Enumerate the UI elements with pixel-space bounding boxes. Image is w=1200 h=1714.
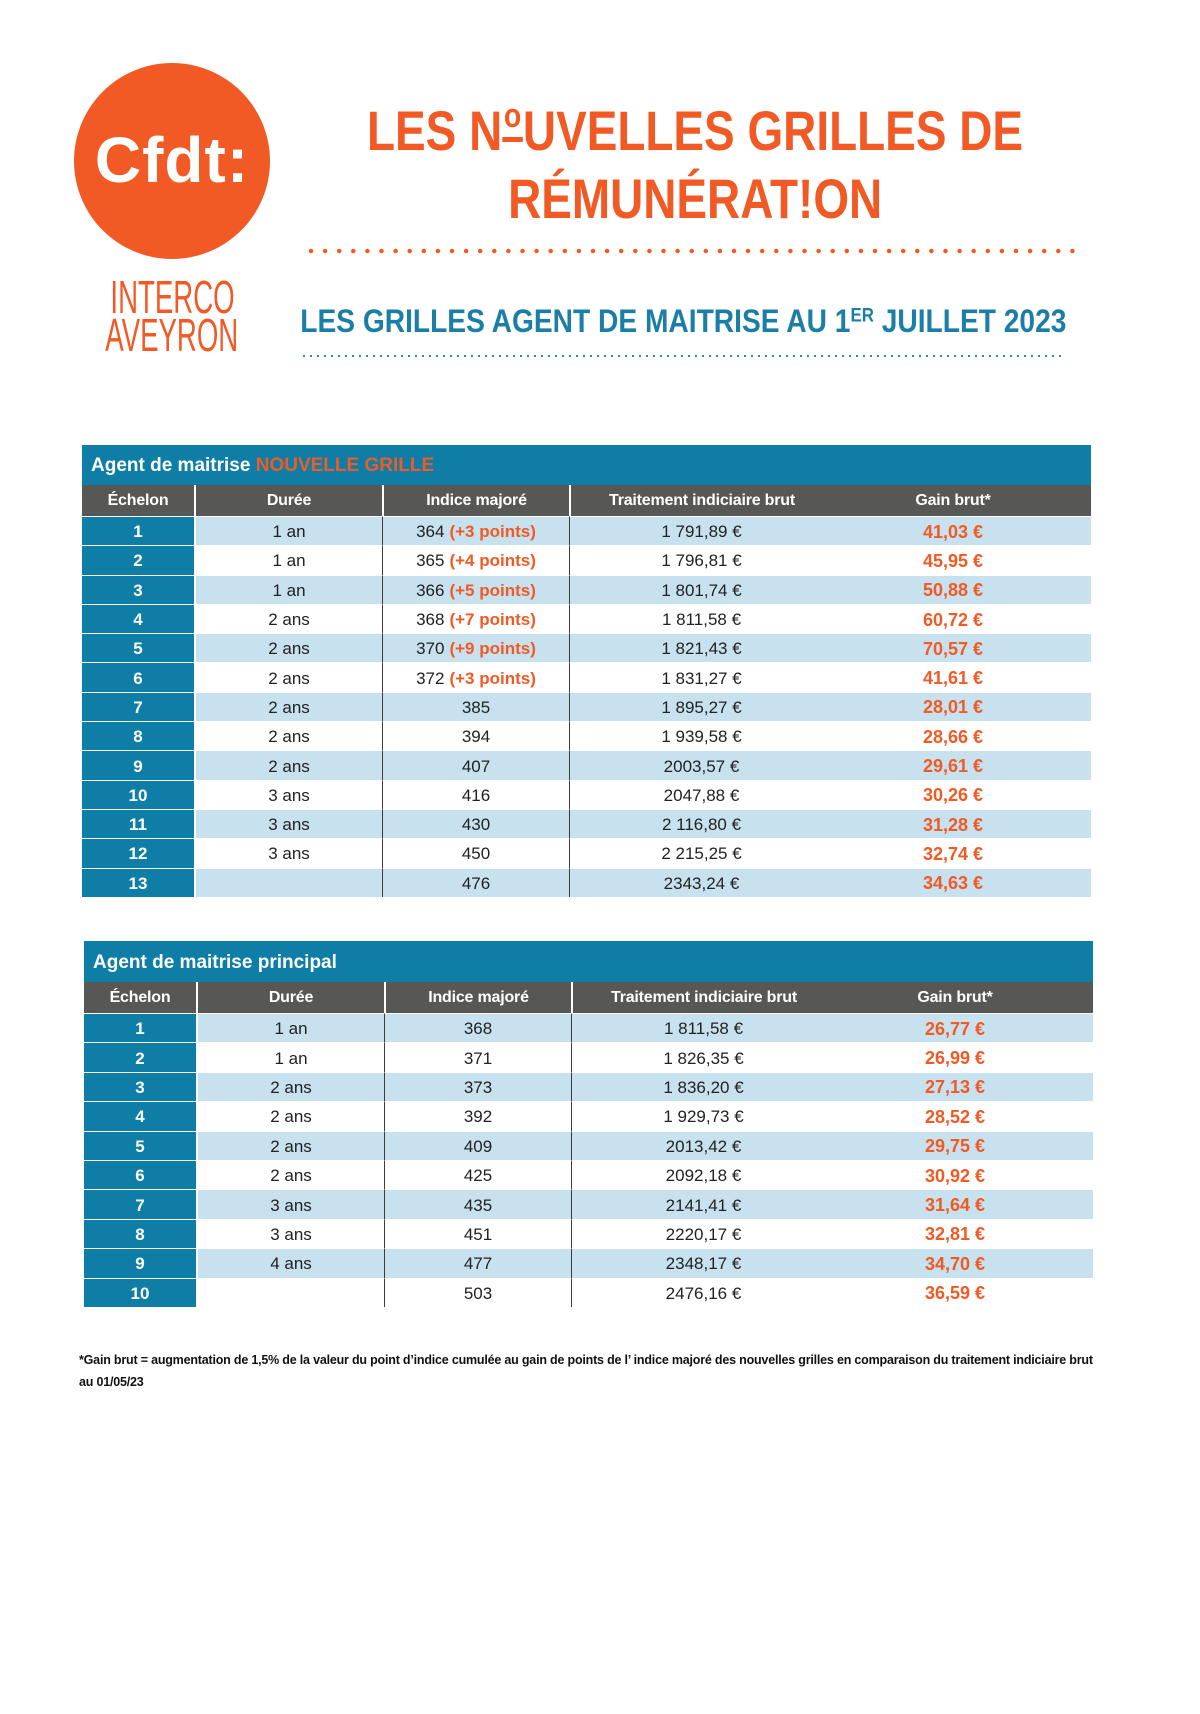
table-row <box>84 1160 1093 1189</box>
table-title: Agent de maitrise principal <box>93 951 337 973</box>
duree-cell: 1 an <box>196 1042 384 1071</box>
traitement-cell: 1 929,73 € <box>571 1101 835 1130</box>
page-title-line2 <box>240 165 1150 233</box>
column-header-indice: Indice majoré <box>384 982 571 1013</box>
gain-cell: 28,66 € <box>833 721 1091 750</box>
traitement-cell: 2141,41 € <box>571 1189 835 1218</box>
duree-cell: 3 ans <box>194 809 382 838</box>
echelon-cell: 3 <box>84 1072 196 1101</box>
duree-cell: 2 ans <box>194 633 382 662</box>
gain-cell: 36,59 € <box>835 1278 1093 1307</box>
traitement-cell: 1 895,27 € <box>569 692 833 721</box>
gain-cell: 45,95 € <box>833 545 1091 574</box>
column-header-echelon: Échelon <box>109 988 171 1006</box>
indice-cell <box>384 1072 571 1101</box>
indice-cell <box>382 662 569 691</box>
title-part-b: UVELLES GRILLES DE <box>522 99 1023 162</box>
traitement-cell: 1 811,58 € <box>569 604 833 633</box>
echelon-cell: 8 <box>84 1219 196 1248</box>
echelon-cell: 7 <box>84 1189 196 1218</box>
duree-cell: 1 an <box>194 545 382 574</box>
column-header-gain: Gain brut* <box>915 491 991 509</box>
echelon-cell: 6 <box>84 1160 196 1189</box>
gain-cell: 34,70 € <box>835 1248 1093 1277</box>
duree-cell: 2 ans <box>194 750 382 779</box>
indice-points-gain: (+9 points) <box>449 639 536 659</box>
indice-cell <box>384 1189 571 1218</box>
table-row <box>84 1013 1093 1042</box>
indice-points-gain: (+3 points) <box>449 522 536 542</box>
duree-cell: 3 ans <box>196 1219 384 1248</box>
indice-points-gain: (+7 points) <box>449 610 536 630</box>
indice-cell <box>382 633 569 662</box>
gain-cell: 31,28 € <box>833 809 1091 838</box>
indice-cell <box>382 545 569 574</box>
traitement-cell: 1 801,74 € <box>569 575 833 604</box>
table-row <box>82 692 1091 721</box>
duree-cell: 2 ans <box>196 1101 384 1130</box>
indice-value: 392 <box>463 1107 493 1127</box>
echelon-cell: 2 <box>82 545 194 574</box>
duree-cell: 2 ans <box>194 662 382 691</box>
table-title-bar <box>82 445 1091 485</box>
gain-cell: 26,99 € <box>835 1042 1093 1071</box>
gain-cell: 34,63 € <box>833 868 1091 897</box>
indice-value: 365 <box>416 551 445 571</box>
gain-cell: 41,61 € <box>833 662 1091 691</box>
echelon-cell: 10 <box>84 1278 196 1307</box>
indice-points-gain: (+5 points) <box>449 580 536 600</box>
column-header-duree: Durée <box>196 982 384 1013</box>
indice-value: 368 <box>463 1019 493 1039</box>
table-row <box>84 1072 1093 1101</box>
echelon-cell: 1 <box>82 516 194 545</box>
gain-cell: 31,64 € <box>835 1189 1093 1218</box>
indice-value: 503 <box>463 1283 493 1303</box>
table-row <box>82 545 1091 574</box>
traitement-cell: 1 791,89 € <box>569 516 833 545</box>
indice-points-gain: (+3 points) <box>449 668 536 688</box>
indice-value: 394 <box>461 727 491 747</box>
column-header-echelon: Échelon <box>107 491 169 509</box>
echelon-cell: 11 <box>82 809 194 838</box>
duree-cell: 2 ans <box>196 1072 384 1101</box>
echelon-cell: 4 <box>84 1101 196 1130</box>
footnote: *Gain brut = augmentation de 1,5% de la valeur du point d’indice cumulée au gain de points de l’ indice majoré des nouvelles grilles en comparaison du traitement indiciaire brut au 01/05/23 <box>79 1353 1093 1389</box>
table-row <box>82 838 1091 867</box>
duree-cell <box>194 868 382 897</box>
indice-cell <box>384 1248 571 1277</box>
indice-value: 430 <box>461 815 491 835</box>
column-header-traitement: Traitement indiciaire brut <box>571 982 835 1013</box>
indice-value: 385 <box>461 697 491 717</box>
indice-cell <box>382 809 569 838</box>
traitement-cell: 1 836,20 € <box>571 1072 835 1101</box>
table-header-row <box>82 485 1091 516</box>
traitement-cell: 2047,88 € <box>569 780 833 809</box>
echelon-cell: 8 <box>82 721 194 750</box>
indice-cell <box>382 838 569 867</box>
echelon-cell: 1 <box>84 1013 196 1042</box>
gain-cell: 41,03 € <box>833 516 1091 545</box>
table-row <box>82 868 1091 897</box>
duree-cell: 1 an <box>194 516 382 545</box>
title-stylized-o: o <box>502 104 523 141</box>
column-header-traitement: Traitement indiciaire brut <box>569 485 833 516</box>
echelon-cell: 5 <box>82 633 194 662</box>
echelon-cell: 9 <box>84 1248 196 1277</box>
traitement-cell: 2 215,25 € <box>569 838 833 867</box>
echelon-cell: 6 <box>82 662 194 691</box>
indice-cell <box>382 516 569 545</box>
duree-cell: 3 ans <box>194 780 382 809</box>
page-title-line2-text: RÉMUNÉRAT!ON <box>507 167 883 230</box>
gain-cell: 30,26 € <box>833 780 1091 809</box>
indice-value: 370 <box>416 639 445 659</box>
gain-cell: 70,57 € <box>833 633 1091 662</box>
indice-value: 450 <box>461 844 491 864</box>
indice-cell <box>384 1042 571 1071</box>
indice-cell <box>382 780 569 809</box>
duree-cell: 3 ans <box>194 838 382 867</box>
teal-dotted-divider <box>300 351 1068 361</box>
grid-table-nouvelle-grille <box>82 445 1091 897</box>
indice-cell <box>384 1278 571 1307</box>
gain-cell: 29,61 € <box>833 750 1091 779</box>
table-row <box>84 1131 1093 1160</box>
indice-value: 425 <box>463 1166 493 1186</box>
page-title-line1-text <box>367 97 1023 165</box>
gain-cell: 60,72 € <box>833 604 1091 633</box>
table-row <box>82 604 1091 633</box>
indice-value: 477 <box>463 1254 493 1274</box>
indice-value: 373 <box>463 1077 493 1097</box>
indice-cell <box>382 750 569 779</box>
table-row <box>82 750 1091 779</box>
indice-cell <box>382 575 569 604</box>
echelon-cell: 12 <box>82 838 194 867</box>
echelon-cell: 5 <box>84 1131 196 1160</box>
traitement-cell: 1 796,81 € <box>569 545 833 574</box>
traitement-cell: 1 821,43 € <box>569 633 833 662</box>
indice-cell <box>382 721 569 750</box>
table-body <box>84 1013 1093 1307</box>
table-row <box>82 662 1091 691</box>
union-name-line1: INTERCO <box>109 271 235 323</box>
page-title <box>240 97 1150 233</box>
duree-cell: 2 ans <box>196 1160 384 1189</box>
subtitle-part-a: LES GRILLES AGENT DE MAITRISE AU 1 <box>299 303 851 339</box>
echelon-cell: 3 <box>82 575 194 604</box>
table-row <box>84 1248 1093 1277</box>
table-row <box>82 575 1091 604</box>
table-row <box>84 1101 1093 1130</box>
duree-cell: 1 an <box>194 575 382 604</box>
table-row <box>84 1278 1093 1307</box>
traitement-cell: 2092,18 € <box>571 1160 835 1189</box>
indice-value: 372 <box>416 668 445 688</box>
duree-cell: 2 ans <box>194 721 382 750</box>
indice-value: 407 <box>461 756 491 776</box>
echelon-cell: 10 <box>82 780 194 809</box>
table-header-row <box>84 982 1093 1013</box>
indice-value: 435 <box>463 1195 493 1215</box>
duree-cell: 1 an <box>196 1013 384 1042</box>
echelon-cell: 2 <box>84 1042 196 1071</box>
table-title-bar <box>84 941 1093 982</box>
table-row <box>82 780 1091 809</box>
traitement-cell: 2 116,80 € <box>569 809 833 838</box>
traitement-cell: 1 811,58 € <box>571 1013 835 1042</box>
duree-cell: 2 ans <box>194 692 382 721</box>
gain-cell: 32,74 € <box>833 838 1091 867</box>
table-title: Agent de maitrise <box>91 455 251 476</box>
traitement-cell: 2476,16 € <box>571 1278 835 1307</box>
orange-dotted-divider <box>306 245 1080 257</box>
indice-value: 366 <box>416 580 445 600</box>
echelon-cell: 13 <box>82 868 194 897</box>
traitement-cell: 2348,17 € <box>571 1248 835 1277</box>
logo-text: Cfdt: <box>94 124 250 196</box>
indice-value: 364 <box>416 522 445 542</box>
column-header-gain: Gain brut* <box>917 988 993 1006</box>
subtitle <box>233 301 1133 341</box>
indice-cell <box>384 1219 571 1248</box>
traitement-cell: 2013,42 € <box>571 1131 835 1160</box>
indice-cell <box>384 1101 571 1130</box>
union-name-line2: AVEYRON <box>105 309 239 361</box>
table-row <box>84 1189 1093 1218</box>
echelon-cell: 9 <box>82 750 194 779</box>
duree-cell: 2 ans <box>196 1131 384 1160</box>
indice-value: 476 <box>461 873 491 893</box>
gain-cell: 29,75 € <box>835 1131 1093 1160</box>
table-row <box>84 1219 1093 1248</box>
gain-cell: 27,13 € <box>835 1072 1093 1101</box>
table-title-highlight: NOUVELLE GRILLE <box>255 455 435 476</box>
gain-cell: 32,81 € <box>835 1219 1093 1248</box>
gain-cell: 50,88 € <box>833 575 1091 604</box>
page-title-line1 <box>240 97 1150 165</box>
duree-cell <box>196 1278 384 1307</box>
column-header-indice: Indice majoré <box>382 485 569 516</box>
subtitle-superscript: ER <box>850 305 874 327</box>
indice-value: 371 <box>463 1048 493 1068</box>
traitement-cell: 1 939,58 € <box>569 721 833 750</box>
indice-value: 368 <box>416 610 445 630</box>
duree-cell: 4 ans <box>196 1248 384 1277</box>
indice-cell <box>384 1160 571 1189</box>
traitement-cell: 1 831,27 € <box>569 662 833 691</box>
indice-value: 409 <box>463 1136 493 1156</box>
indice-points-gain: (+4 points) <box>449 551 536 571</box>
duree-cell: 2 ans <box>194 604 382 633</box>
table-body <box>82 516 1091 897</box>
echelon-cell: 7 <box>82 692 194 721</box>
table-row <box>84 1042 1093 1071</box>
traitement-cell: 2003,57 € <box>569 750 833 779</box>
indice-cell <box>382 604 569 633</box>
gain-cell: 28,01 € <box>833 692 1091 721</box>
indice-cell <box>384 1013 571 1042</box>
title-part-a: LES N <box>367 99 503 162</box>
duree-cell: 3 ans <box>196 1189 384 1218</box>
gain-cell: 28,52 € <box>835 1101 1093 1130</box>
subtitle-text <box>300 301 1066 341</box>
traitement-cell: 1 826,35 € <box>571 1042 835 1071</box>
table-row <box>82 809 1091 838</box>
traitement-cell: 2343,24 € <box>569 868 833 897</box>
table-row <box>82 721 1091 750</box>
indice-cell <box>382 692 569 721</box>
indice-cell <box>382 868 569 897</box>
traitement-cell: 2220,17 € <box>571 1219 835 1248</box>
indice-cell <box>384 1131 571 1160</box>
grid-table-principal <box>84 941 1093 1307</box>
indice-value: 451 <box>463 1224 493 1244</box>
echelon-cell: 4 <box>82 604 194 633</box>
indice-value: 416 <box>461 785 491 805</box>
table-row <box>82 633 1091 662</box>
gain-cell: 30,92 € <box>835 1160 1093 1189</box>
column-header-duree: Durée <box>194 485 382 516</box>
gain-cell: 26,77 € <box>835 1013 1093 1042</box>
subtitle-part-b: JUILLET 2023 <box>873 303 1067 339</box>
table-row <box>82 516 1091 545</box>
